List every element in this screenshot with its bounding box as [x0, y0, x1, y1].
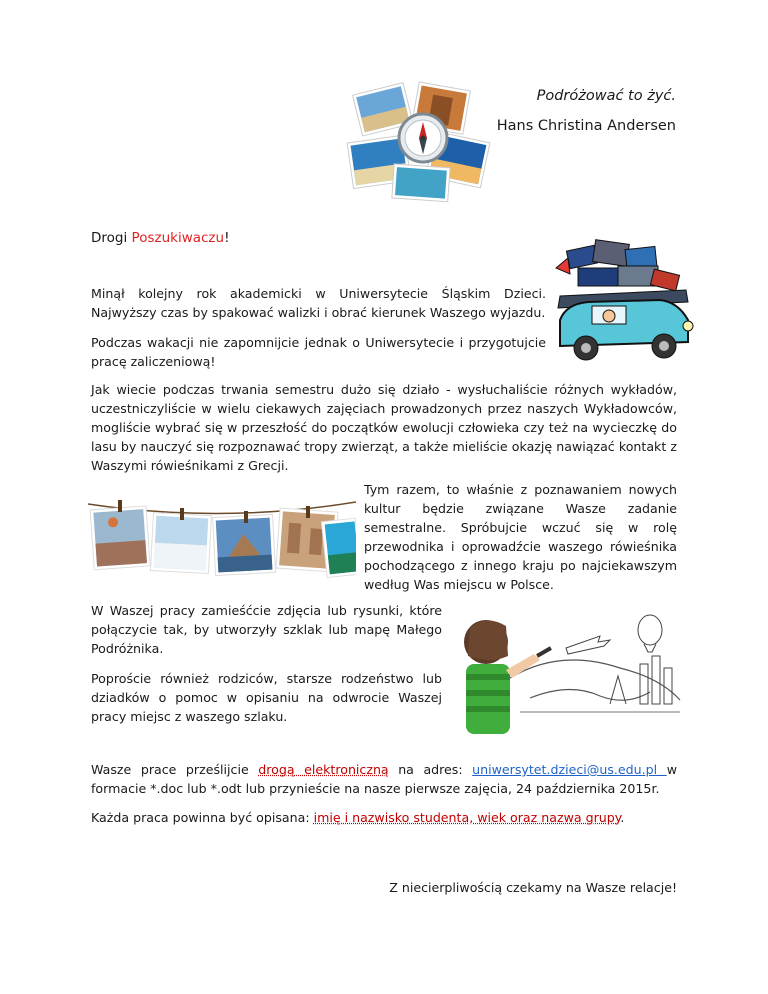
collage-graphic	[345, 78, 500, 203]
hanging-photos-graphic	[88, 484, 356, 580]
paragraph-submission	[91, 760, 677, 798]
paragraph-semester: Jak wiecie podczas trwania semestru dużo się działo - wysłuchaliście różnych wykładów, uczestniczyliście w wielu ciekawych zajęciach prowadzonych przez naszych Wykładowców, mogliście wybrać się w przeszłość do początków ewolucji człowieka czy też na wycieczkę do lasu by nauczyć się rozpoznawać tropy zwierząt, a także mieliście okazję nawiązać kontakt z Waszymi rówieśnikami z Grecji.	[91, 382, 677, 473]
girl-map-graphic	[450, 608, 686, 734]
paragraph-task: Tym razem, to właśnie z poznawaniem nowych kultur będzie związane Wasze zadanie semestralne. Spróbujcie wczuć się w rolę przewodnika i oprowadźcie waszego rówieśnika pochodzącego z innego kraju po najciekawszym według Was miejscu w Polsce.	[364, 482, 677, 592]
quote-text: Podróżować to żyć.	[536, 88, 676, 104]
closing-text: Z niecierpliwością czekamy na Wasze relacje!	[389, 880, 677, 895]
email-link[interactable]: uniwersytet.dzieci@us.edu.pl	[472, 762, 667, 777]
submission-highlight: drogą elektroniczną	[258, 762, 389, 777]
submission-text-1: Wasze prace prześlijcie	[91, 762, 259, 777]
description-text-2: .	[620, 810, 625, 825]
paragraph-description	[91, 808, 677, 827]
description-highlight: imię i nazwisko studenta, wiek oraz nazwa grupy	[313, 810, 621, 825]
paragraph-intro: Minął kolejny rok akademicki w Uniwersytecie Śląskim Dzieci. Najwyższy czas by spakować walizki i obrać kierunek Waszego wyjazdu.	[91, 286, 546, 320]
quote-author: Hans Christina Andersen	[496, 118, 676, 134]
submission-text-2: na adres:	[388, 762, 473, 777]
car-graphic	[548, 238, 700, 370]
greeting-suffix: !	[224, 230, 230, 246]
greeting-highlight: Poszukiwaczu	[131, 230, 225, 246]
hanging-photos-image	[88, 484, 356, 580]
travel-collage-image	[345, 78, 500, 203]
paragraph-help: Poproście również rodziców, starsze rodzeństwo lub dziadków o pomoc w opisaniu na odwrocie Waszej pracy miejsc z waszego szlaku.	[91, 671, 442, 724]
greeting-prefix: Drogi	[91, 230, 132, 246]
girl-drawing-map-image	[450, 608, 686, 734]
description-text-1: Każda praca powinna być opisana:	[91, 810, 314, 825]
submission-text-3: w formacie *.doc lub *.odt lub przynieście na nasze pierwsze zajęcia, 24 października 2015r.	[91, 762, 677, 796]
paragraph-reminder: Podczas wakacji nie zapomnijcie jednak o Uniwersytecie i przygotujcie pracę zaliczeniową!	[91, 335, 546, 369]
greeting	[91, 229, 230, 248]
car-luggage-image	[548, 238, 700, 370]
paragraph-photos: W Waszej pracy zamieśćcie zdjęcia lub rysunki, które połączycie tak, by utworzyły szklak lub mapę Małego Podróżnika.	[91, 603, 442, 656]
